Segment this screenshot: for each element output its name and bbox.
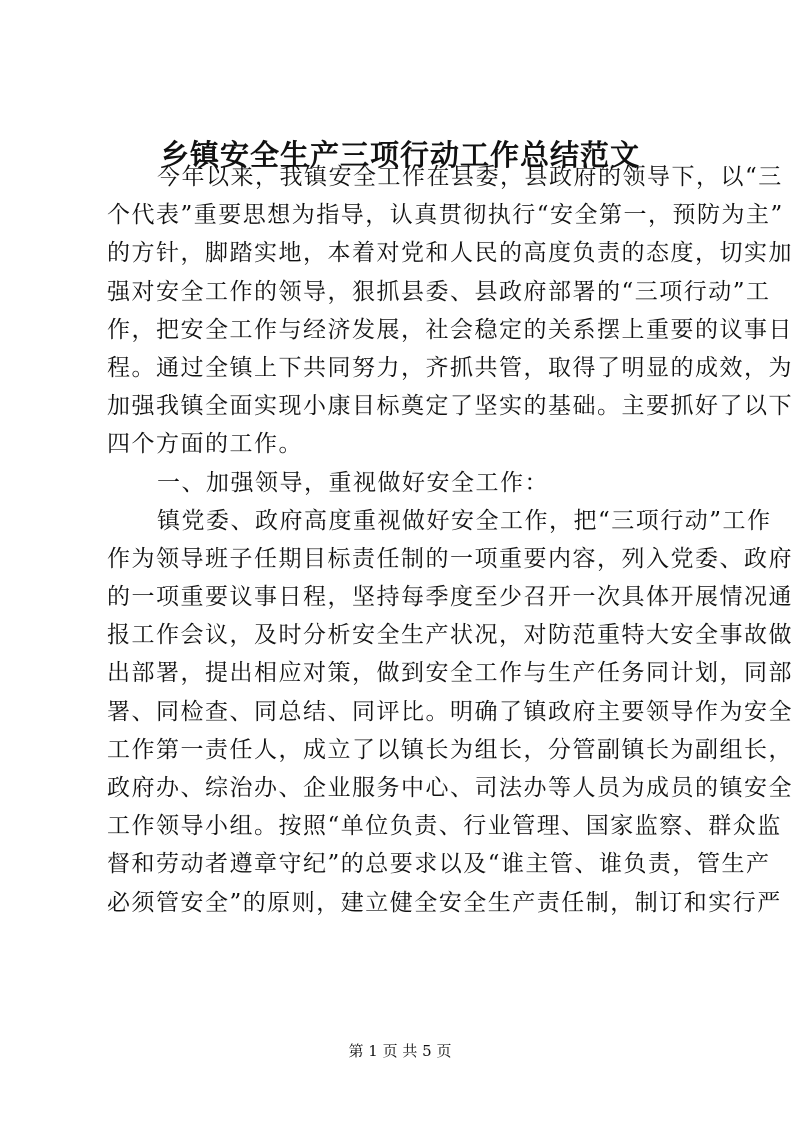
body-line: 的方针，脚踏实地，本着对党和人民的高度负责的态度，切实加 <box>107 240 793 267</box>
body-line: 工作领导小组。按照“单位负责、行业管理、国家监察、群众监 <box>107 813 782 840</box>
section-heading: 一、加强领导，重视做好安全工作： <box>157 469 549 496</box>
body-line: 政府办、综治办、企业服务中心、司法办等人员为成员的镇安全 <box>107 775 793 801</box>
body-line: 出部署，提出相应对策，做到安全工作与生产任务同计划，同部 <box>107 660 793 687</box>
body-line: 报工作会议，及时分析安全生产状况，对防范重特大安全事故做 <box>107 622 793 649</box>
body-line: 镇党委、政府高度重视做好安全工作，把“三项行动”工作 <box>157 507 772 534</box>
body-line: 的一项重要议事日程，坚持每季度至少召开一次具体开展情况通 <box>107 584 793 611</box>
body-line: 署、同检查、同总结、同评比。明确了镇政府主要领导作为安全 <box>107 698 793 725</box>
body-line: 作为领导班子任期目标责任制的一项重要内容，列入党委、政府 <box>107 545 793 572</box>
body-line: 强对安全工作的领导，狠抓县委、县政府部署的“三项行动”工 <box>107 278 771 305</box>
body-line: 加强我镇全面实现小康目标奠定了坚实的基础。主要抓好了以下 <box>107 393 793 420</box>
body-line: 程。通过全镇上下共同努力，齐抓共管，取得了明显的成效，为 <box>107 354 793 381</box>
body-line: 作，把安全工作与经济发展，社会稳定的关系摆上重要的议事日 <box>107 316 793 343</box>
body-line: 四个方面的工作。 <box>107 431 303 458</box>
body-line: 今年以来，我镇安全工作在县委，县政府的领导下，以“三 <box>157 164 783 190</box>
document-title: 乡镇安全生产三项行动工作总结范文 <box>159 138 640 172</box>
page-number-footer: 第 1 页 共 5 页 <box>348 1042 452 1060</box>
body-line: 工作第一责任人，成立了以镇长为组长，分管副镇长为副组长， <box>107 736 793 763</box>
document-body <box>107 158 793 922</box>
body-line: 个代表”重要思想为指导，认真贯彻执行“安全第一，预防为主” <box>107 202 784 229</box>
body-line: 督和劳动者遵章守纪”的总要求以及“谁主管、谁负责，管生产 <box>107 851 771 878</box>
body-line: 必须管安全”的原则，建立健全安全生产责任制，制订和实行严 <box>107 889 782 916</box>
